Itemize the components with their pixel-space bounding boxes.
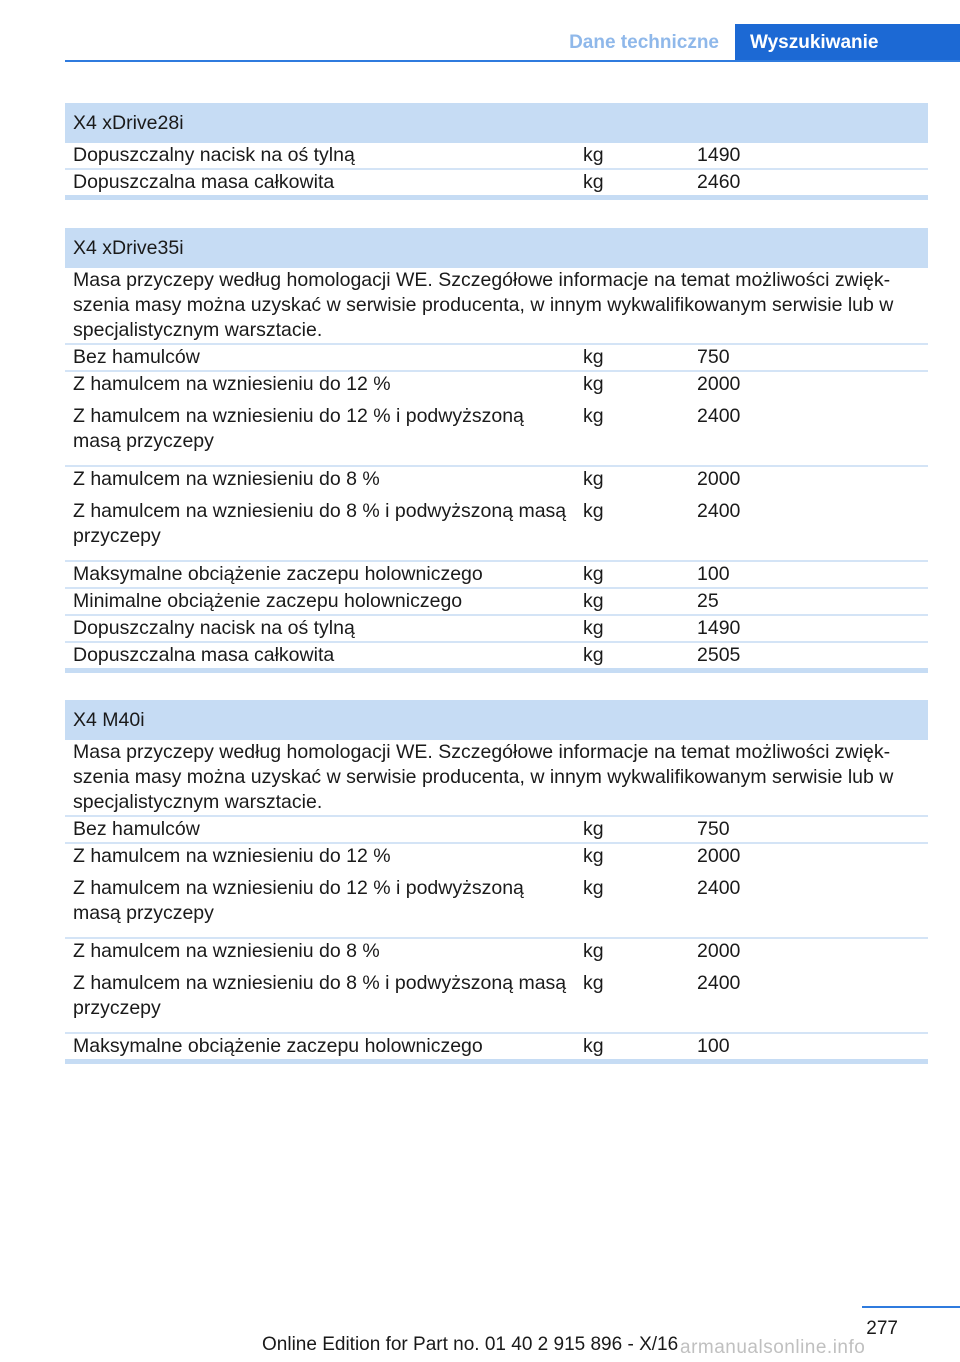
spec-value-cell — [689, 843, 928, 938]
spec-label-cell — [65, 816, 575, 843]
spec-unit-secondary: kg — [583, 877, 604, 899]
spec-unit-cell — [575, 816, 689, 843]
spec-label: Dopuszczalny nacisk na oś tylną — [73, 616, 355, 639]
spec-value-cell — [689, 588, 928, 615]
spec-row — [65, 816, 928, 843]
section-header — [65, 228, 928, 268]
spec-value-secondary: 2400 — [697, 972, 741, 994]
spec-row — [65, 938, 928, 1033]
watermark: armanualsonline.info — [680, 1337, 866, 1358]
spec-value-cell — [689, 143, 928, 169]
spec-label-cell — [65, 615, 575, 642]
spec-unit: kg — [583, 467, 604, 490]
spec-unit: kg — [583, 616, 604, 639]
spec-value-cell — [689, 938, 928, 1033]
spec-value-secondary: 2400 — [697, 499, 741, 522]
spec-unit-cell — [575, 843, 689, 938]
spec-label-cell — [65, 466, 575, 561]
note-text: Masa przyczepy według homologacji WE. Szczegółowe informacje na temat możliwości zwięk-szenia masy można uzyskać w serwisie producenta, w innym wykwalifikowanym serwisie lub w specjalistycznym warsztacie. — [65, 268, 928, 344]
spec-label-cell — [65, 371, 575, 466]
spacer-cell — [65, 198, 928, 228]
spec-row — [65, 371, 928, 466]
spec-row — [65, 642, 928, 671]
spec-label: Z hamulcem na wzniesieniu do 8 % — [73, 467, 380, 490]
section-title: X4 M40i — [65, 700, 928, 740]
spec-value-cell — [689, 344, 928, 371]
section-header — [65, 700, 928, 740]
spec-label-cell — [65, 344, 575, 371]
spec-unit: kg — [583, 562, 604, 585]
spec-unit-cell — [575, 561, 689, 588]
spec-row — [65, 615, 928, 642]
spec-value: 2505 — [697, 643, 741, 666]
spec-row — [65, 466, 928, 561]
spec-unit-cell — [575, 1033, 689, 1062]
spec-unit-secondary: kg — [583, 499, 604, 522]
tab-dane-techniczne[interactable]: Dane techniczne — [569, 32, 719, 53]
spec-value-secondary: 2400 — [697, 877, 741, 899]
spec-value: 100 — [697, 562, 730, 585]
spec-label-secondary: Z hamulcem na wzniesieniu do 12 % i podwyższoną masą przyczepy — [73, 877, 524, 924]
section-title: X4 xDrive28i — [65, 103, 928, 143]
spec-row — [65, 588, 928, 615]
page-header — [65, 24, 960, 62]
footer-divider — [862, 1306, 960, 1308]
spec-unit: kg — [583, 589, 604, 612]
spec-value: 750 — [697, 345, 730, 368]
spec-label: Z hamulcem na wzniesieniu do 12 % — [73, 845, 391, 867]
spec-label: Dopuszczalna masa całkowita — [73, 171, 335, 193]
spec-unit-secondary: kg — [583, 972, 604, 994]
spec-unit: kg — [583, 171, 604, 193]
spec-label-secondary: Z hamulcem na wzniesieniu do 8 % i podwyższoną masą przyczepy — [73, 499, 567, 547]
spec-value-cell — [689, 561, 928, 588]
spec-unit: kg — [583, 818, 604, 840]
header-divider — [65, 60, 960, 62]
spec-value: 100 — [697, 1035, 730, 1057]
spec-value-cell — [689, 371, 928, 466]
spec-unit: kg — [583, 345, 604, 368]
section-note — [65, 740, 928, 816]
section-spacer — [65, 198, 928, 228]
spec-label-secondary: Z hamulcem na wzniesieniu do 12 % i podwyższoną masą przyczepy — [73, 404, 524, 452]
spec-value: 750 — [697, 818, 730, 840]
spec-unit-cell — [575, 169, 689, 198]
spec-label-cell — [65, 938, 575, 1033]
spec-value-cell — [689, 169, 928, 198]
spec-value-cell — [689, 816, 928, 843]
section-spacer — [65, 670, 928, 700]
spec-value: 25 — [697, 589, 719, 612]
page-number: 277 — [866, 1318, 898, 1339]
section-note — [65, 268, 928, 344]
spec-label-cell — [65, 169, 575, 198]
spec-label: Bez hamulców — [73, 818, 200, 840]
spec-label-cell — [65, 143, 575, 169]
spec-value-secondary: 2400 — [697, 404, 741, 427]
note-text: Masa przyczepy według homologacji WE. Szczegółowe informacje na temat możliwości zwięk-szenia masy można uzyskać w serwisie producenta, w innym wykwalifikowanym serwisie lub w specjalistycznym warsztacie. — [65, 740, 928, 816]
spec-label-cell — [65, 843, 575, 938]
spacer-cell — [65, 670, 928, 700]
spec-value: 1490 — [697, 144, 741, 166]
spec-value: 2000 — [697, 467, 741, 490]
spec-label: Maksymalne obciążenie zaczepu holowniczego — [73, 1035, 483, 1057]
spec-unit-cell — [575, 344, 689, 371]
edition-note: Online Edition for Part no. 01 40 2 915 896 - X/16 — [262, 1334, 679, 1355]
spec-value: 1490 — [697, 616, 741, 639]
spec-label: Dopuszczalna masa całkowita — [73, 643, 335, 666]
spec-label: Minimalne obciążenie zaczepu holowniczego — [73, 589, 463, 612]
spec-value: 2000 — [697, 372, 741, 395]
spec-row — [65, 561, 928, 588]
spec-unit-cell — [575, 466, 689, 561]
spec-unit-cell — [575, 642, 689, 671]
spec-row — [65, 843, 928, 938]
spec-unit: kg — [583, 940, 604, 962]
spec-unit-cell — [575, 588, 689, 615]
spec-value-cell — [689, 466, 928, 561]
spec-label: Dopuszczalny nacisk na oś tylną — [73, 144, 355, 166]
spec-unit: kg — [583, 643, 604, 666]
spec-value: 2000 — [697, 845, 741, 867]
spec-unit-cell — [575, 938, 689, 1033]
spec-label: Z hamulcem na wzniesieniu do 8 % — [73, 940, 380, 962]
spec-row — [65, 344, 928, 371]
spec-label-cell — [65, 561, 575, 588]
spec-label-cell — [65, 1033, 575, 1062]
spec-label: Bez hamulców — [73, 345, 200, 368]
spec-value: 2000 — [697, 940, 741, 962]
spec-unit: kg — [583, 144, 604, 166]
spec-label-cell — [65, 588, 575, 615]
spec-row — [65, 143, 928, 169]
spec-label-cell — [65, 642, 575, 671]
spec-value: 2460 — [697, 171, 741, 193]
spec-unit-cell — [575, 143, 689, 169]
spec-content — [65, 103, 928, 1064]
spec-unit: kg — [583, 845, 604, 867]
spec-unit-cell — [575, 615, 689, 642]
section-title: X4 xDrive35i — [65, 228, 928, 268]
spec-label: Maksymalne obciążenie zaczepu holowniczego — [73, 562, 483, 585]
tab-wyszukiwanie[interactable]: Wyszukiwanie — [735, 24, 960, 62]
spec-value-cell — [689, 642, 928, 671]
section-header — [65, 103, 928, 143]
spec-row — [65, 1033, 928, 1062]
spec-unit-secondary: kg — [583, 404, 604, 427]
spec-row — [65, 169, 928, 198]
spec-value-cell — [689, 615, 928, 642]
spec-table — [65, 103, 928, 1064]
spec-unit: kg — [583, 1035, 604, 1057]
spec-value-cell — [689, 1033, 928, 1062]
spec-label: Z hamulcem na wzniesieniu do 12 % — [73, 372, 391, 395]
spec-unit: kg — [583, 372, 604, 395]
spec-unit-cell — [575, 371, 689, 466]
spec-label-secondary: Z hamulcem na wzniesieniu do 8 % i podwyższoną masą przyczepy — [73, 972, 567, 1019]
